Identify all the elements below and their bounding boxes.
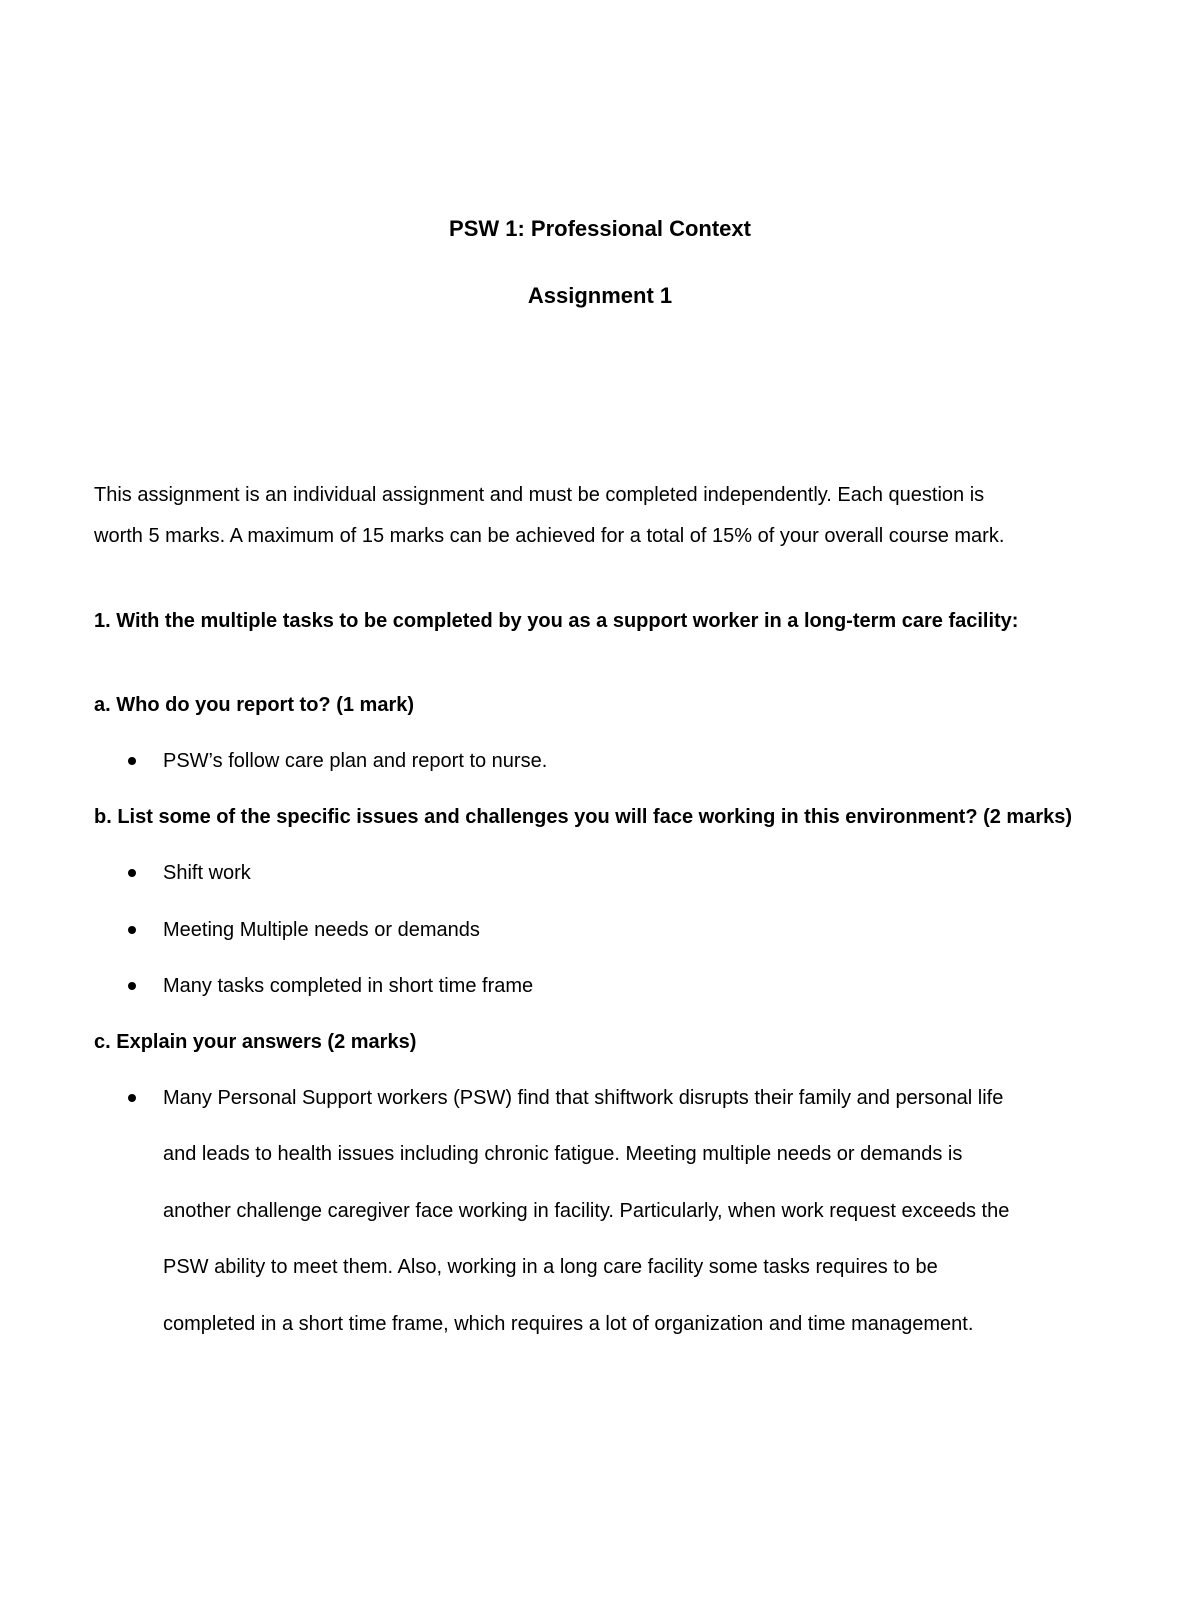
bullet-icon bbox=[128, 982, 136, 990]
bullet-icon bbox=[128, 757, 136, 765]
list-item-text: Many tasks completed in short time frame bbox=[163, 975, 534, 997]
question-1a: a. Who do you report to? (1 mark) bbox=[94, 694, 415, 716]
list-item-text: PSW’s follow care plan and report to nurse. bbox=[163, 750, 548, 772]
question-1: 1. With the multiple tasks to be completed by you as a support worker in a long-term care facility: bbox=[94, 610, 1019, 632]
bullet-icon bbox=[128, 1094, 136, 1102]
bullet-icon bbox=[128, 926, 136, 934]
answer-line-1: Many Personal Support workers (PSW) find that shiftwork disrupts their family and personal life bbox=[163, 1087, 1004, 1109]
list-item-text: Shift work bbox=[163, 862, 251, 884]
document-subtitle: Assignment 1 bbox=[527, 283, 673, 308]
intro-line-2: worth 5 marks. A maximum of 15 marks can be achieved for a total of 15% of your overall course mark. bbox=[94, 525, 1005, 547]
intro-line-1: This assignment is an individual assignment and must be completed independently. Each question is bbox=[94, 484, 985, 506]
answer-line-2: and leads to health issues including chronic fatigue. Meeting multiple needs or demands is bbox=[163, 1143, 963, 1165]
answer-line-5: completed in a short time frame, which requires a lot of organization and time management. bbox=[163, 1313, 974, 1335]
answer-line-4: PSW ability to meet them. Also, working in a long care facility some tasks requires to be bbox=[163, 1256, 938, 1278]
question-1c: c. Explain your answers (2 marks) bbox=[94, 1031, 417, 1053]
question-1b: b. List some of the specific issues and challenges you will face working in this environment? (2 marks) bbox=[94, 806, 1073, 828]
answer-line-3: another challenge caregiver face working in facility. Particularly, when work request exceeds the bbox=[163, 1200, 1010, 1222]
list-item-text: Meeting Multiple needs or demands bbox=[163, 919, 480, 941]
bullet-icon bbox=[128, 869, 136, 877]
document-title: PSW 1: Professional Context bbox=[449, 216, 751, 241]
